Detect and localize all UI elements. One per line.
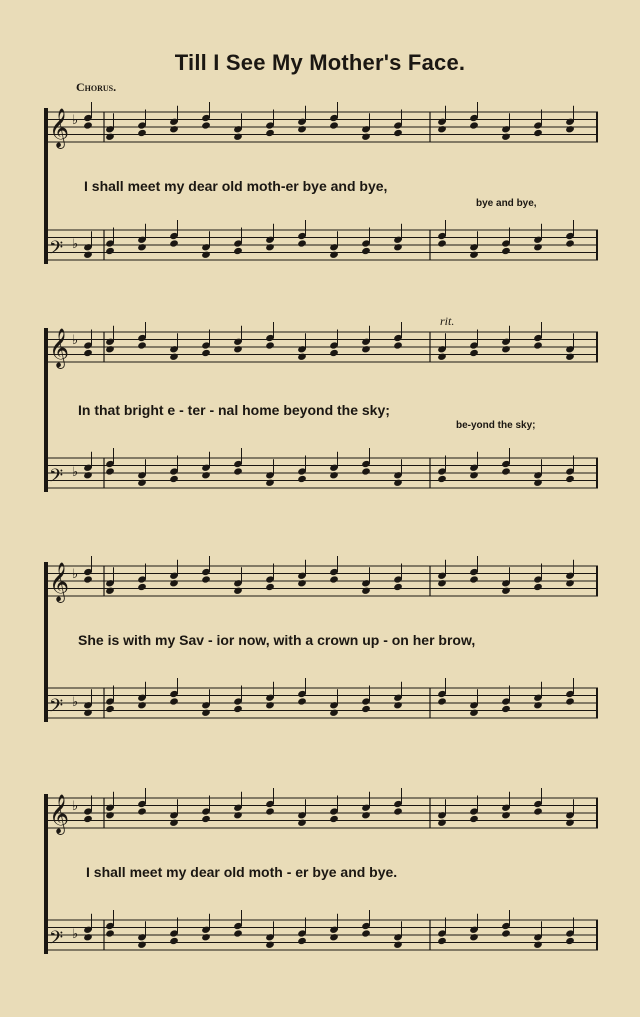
note-head xyxy=(501,811,511,819)
note-head xyxy=(233,811,243,819)
staff-lines xyxy=(46,794,598,834)
treble-clef-icon: 𝄞 xyxy=(49,108,70,148)
note-head xyxy=(361,811,371,819)
treble-clef-icon: 𝄞 xyxy=(49,794,70,834)
note-head xyxy=(533,941,543,949)
note-head xyxy=(105,705,115,713)
note-head xyxy=(105,467,115,475)
note-head xyxy=(265,479,275,487)
note-head xyxy=(201,709,211,717)
note-head xyxy=(297,353,307,361)
lyric-line: In that bright e - ter - nal home beyond the sky; xyxy=(78,402,390,418)
bass-staff xyxy=(46,686,598,720)
bass-staff xyxy=(46,456,598,490)
note-head xyxy=(533,583,543,591)
note-head xyxy=(361,705,371,713)
note-head xyxy=(137,807,147,815)
note-head xyxy=(533,341,543,349)
treble-clef-icon: 𝄞 xyxy=(49,562,70,602)
note-head xyxy=(329,471,339,479)
note-head xyxy=(329,815,339,823)
note-head xyxy=(469,933,479,941)
note-head xyxy=(393,243,403,251)
note-head xyxy=(169,353,179,361)
note-head xyxy=(437,353,447,361)
note-head xyxy=(201,251,211,259)
note-head xyxy=(137,243,147,251)
note-head xyxy=(565,579,575,587)
note-head xyxy=(533,701,543,709)
note-head xyxy=(361,345,371,353)
treble-staff xyxy=(46,108,598,148)
note-head xyxy=(329,709,339,717)
note-head xyxy=(233,587,243,595)
note-head xyxy=(83,471,93,479)
note-head xyxy=(233,705,243,713)
note-head xyxy=(169,697,179,705)
echo-lyric: be-yond the sky; xyxy=(456,420,536,431)
note-head xyxy=(265,807,275,815)
note-head xyxy=(169,475,179,483)
note-head xyxy=(533,807,543,815)
note-head xyxy=(169,819,179,827)
note-head xyxy=(265,941,275,949)
note-head xyxy=(137,341,147,349)
note-head xyxy=(533,129,543,137)
note-head xyxy=(565,125,575,133)
bass-clef-icon: 𝄢 xyxy=(49,466,64,491)
note-head xyxy=(297,239,307,247)
note-head xyxy=(201,349,211,357)
flat-key-icon: ♭ xyxy=(72,567,79,582)
bass-clef-icon: 𝄢 xyxy=(49,696,64,721)
note-head xyxy=(233,467,243,475)
note-head xyxy=(469,709,479,717)
note-head xyxy=(361,929,371,937)
note-head xyxy=(233,929,243,937)
note-head xyxy=(393,807,403,815)
note-head xyxy=(469,815,479,823)
hymn-title: Till I See My Mother's Face. xyxy=(174,50,466,75)
note-head xyxy=(361,247,371,255)
flat-key-icon: ♭ xyxy=(72,927,79,942)
note-head xyxy=(265,243,275,251)
note-head xyxy=(565,353,575,361)
note-head xyxy=(105,345,115,353)
note-head xyxy=(83,251,93,259)
note-head xyxy=(265,341,275,349)
bass-staff xyxy=(46,918,598,952)
tempo-marking: rit. xyxy=(440,314,455,328)
note-head xyxy=(393,479,403,487)
note-head xyxy=(137,701,147,709)
treble-staff xyxy=(46,562,598,602)
staff-lines xyxy=(46,562,598,602)
note-head xyxy=(469,121,479,129)
note-head xyxy=(297,819,307,827)
note-head xyxy=(201,121,211,129)
note-head xyxy=(393,941,403,949)
note-head xyxy=(361,467,371,475)
note-head xyxy=(233,133,243,141)
note-head xyxy=(105,929,115,937)
note-head xyxy=(169,579,179,587)
staff-lines xyxy=(46,456,598,490)
note-head xyxy=(169,239,179,247)
note-head xyxy=(501,133,511,141)
note-head xyxy=(233,345,243,353)
note-head xyxy=(393,583,403,591)
note-head xyxy=(501,247,511,255)
note-head xyxy=(469,251,479,259)
echo-lyric: bye and bye, xyxy=(476,198,537,209)
note-head xyxy=(329,349,339,357)
bass-clef-icon: 𝄢 xyxy=(49,928,64,953)
note-head xyxy=(501,467,511,475)
note-head xyxy=(105,133,115,141)
lyric-line: She is with my Sav - ior now, with a crown up - on her brow, xyxy=(78,632,476,648)
note-head xyxy=(137,479,147,487)
note-head xyxy=(83,121,93,129)
flat-key-icon: ♭ xyxy=(72,695,79,710)
note-head xyxy=(137,129,147,137)
note-head xyxy=(469,349,479,357)
note-head xyxy=(329,121,339,129)
note-head xyxy=(169,937,179,945)
staff-lines xyxy=(46,228,598,262)
bass-staff xyxy=(46,228,598,262)
lyric-line: I shall meet my dear old moth-er bye and bye, xyxy=(84,178,388,194)
flat-key-icon: ♭ xyxy=(72,465,79,480)
note-head xyxy=(329,251,339,259)
note-head xyxy=(105,247,115,255)
staff-lines xyxy=(46,108,598,148)
note-head xyxy=(437,125,447,133)
note-head xyxy=(265,583,275,591)
note-head xyxy=(565,697,575,705)
note-head xyxy=(297,125,307,133)
note-head xyxy=(83,709,93,717)
note-head xyxy=(393,341,403,349)
note-head xyxy=(169,125,179,133)
note-head xyxy=(501,705,511,713)
treble-clef-icon: 𝄞 xyxy=(49,328,70,368)
note-head xyxy=(201,471,211,479)
note-head xyxy=(233,247,243,255)
note-head xyxy=(361,587,371,595)
note-head xyxy=(533,479,543,487)
note-head xyxy=(329,933,339,941)
staff-lines xyxy=(46,328,598,368)
note-head xyxy=(83,349,93,357)
staff-lines xyxy=(46,918,598,952)
chorus-label: Chorus. xyxy=(76,80,117,94)
note-head xyxy=(297,697,307,705)
note-head xyxy=(469,575,479,583)
note-head xyxy=(437,475,447,483)
note-head xyxy=(565,937,575,945)
note-head xyxy=(469,471,479,479)
note-head xyxy=(105,811,115,819)
flat-key-icon: ♭ xyxy=(72,237,79,252)
note-head xyxy=(201,933,211,941)
note-head xyxy=(501,587,511,595)
note-head xyxy=(565,475,575,483)
note-head xyxy=(565,239,575,247)
note-head xyxy=(297,937,307,945)
note-head xyxy=(361,133,371,141)
flat-key-icon: ♭ xyxy=(72,113,79,128)
note-head xyxy=(265,129,275,137)
flat-key-icon: ♭ xyxy=(72,799,79,814)
note-head xyxy=(501,929,511,937)
note-head xyxy=(437,697,447,705)
bass-clef-icon: 𝄢 xyxy=(49,238,64,263)
note-head xyxy=(501,345,511,353)
note-head xyxy=(565,819,575,827)
note-head xyxy=(393,701,403,709)
staff-lines xyxy=(46,686,598,720)
lyric-line: I shall meet my dear old moth - er bye and bye. xyxy=(86,864,398,880)
note-head xyxy=(533,243,543,251)
note-head xyxy=(83,575,93,583)
note-head xyxy=(137,583,147,591)
flat-key-icon: ♭ xyxy=(72,333,79,348)
note-head xyxy=(437,937,447,945)
note-head xyxy=(83,933,93,941)
note-head xyxy=(105,587,115,595)
treble-staff xyxy=(46,794,598,834)
note-head xyxy=(83,815,93,823)
note-head xyxy=(437,239,447,247)
treble-staff xyxy=(46,328,598,368)
note-head xyxy=(297,475,307,483)
note-head xyxy=(201,575,211,583)
note-head xyxy=(437,579,447,587)
note-head xyxy=(265,701,275,709)
note-head xyxy=(201,815,211,823)
note-head xyxy=(393,129,403,137)
note-head xyxy=(297,579,307,587)
note-head xyxy=(437,819,447,827)
note-head xyxy=(137,941,147,949)
note-head xyxy=(329,575,339,583)
